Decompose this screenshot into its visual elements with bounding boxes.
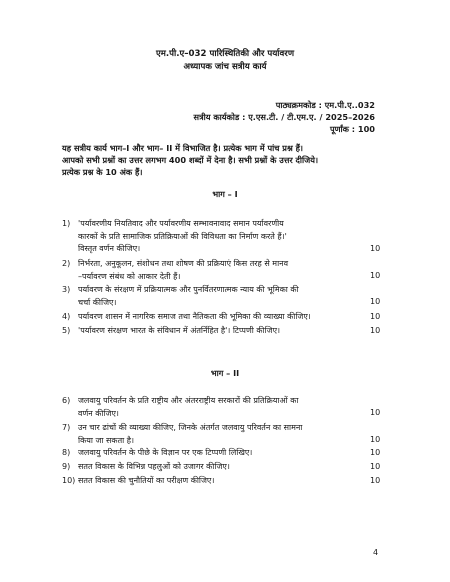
question-marks: 10 <box>370 271 381 280</box>
question-4 <box>62 311 392 324</box>
question-number: 8) <box>62 448 71 457</box>
question-10 <box>62 475 392 488</box>
question-text: 'पर्यावरण संरक्षण भारत के संविधान में अंतर्निहित है'। टिप्पणी कीजिए। <box>78 326 281 335</box>
question-marks: 10 <box>370 476 381 485</box>
question-number: 6) <box>62 396 71 405</box>
question-number: 9) <box>62 462 71 471</box>
part-1-heading: भाग – I <box>212 189 238 199</box>
question-text: –पर्यावरण संबंध को आकार देती हैं। <box>78 271 181 281</box>
part-2-heading: भाग – II <box>210 368 240 378</box>
question-marks: 10 <box>370 408 381 417</box>
question-text: सतत विकास की चुनौतियों का परीक्षण कीजिए। <box>78 476 215 485</box>
page-number: 4 <box>373 548 379 557</box>
question-text: 'पर्यावरणीय नियतिवाद और पर्यावरणीय सम्भावनावाद समान पर्यावरणीय <box>78 219 284 228</box>
question-7 <box>62 422 392 448</box>
question-text: विस्तृत वर्णन कीजिए। <box>78 244 141 253</box>
question-text: चर्चा कीजिए। <box>78 297 117 307</box>
title-line-1: एम.पी.ए–032 पारिस्थितिकी और पर्यावरण <box>155 49 295 59</box>
question-number: 7) <box>62 423 71 432</box>
question-number: 1) <box>62 219 71 228</box>
assignment-code: सत्रीय कार्यकोड : ए.एस.टी. / टी.एम.ए. / 2025–2026 <box>193 112 375 122</box>
question-number: 5) <box>62 326 71 335</box>
question-text: वर्णन कीजिए। <box>78 408 119 418</box>
question-9 <box>62 461 392 474</box>
question-text: जलवायु परिवर्तन के पीछे के विज्ञान पर एक टिप्पणी लिखिए। <box>78 448 253 457</box>
question-number: 4) <box>62 312 71 321</box>
question-marks: 10 <box>370 297 381 306</box>
question-marks: 10 <box>370 448 381 457</box>
question-marks: 10 <box>370 435 381 444</box>
question-text: पर्यावरण के संरक्षण में प्रक्रियात्मक और पुनर्वितरणात्मक न्याय की भूमिका की <box>78 285 299 294</box>
question-marks: 10 <box>370 462 381 471</box>
question-text: जलवायु परिवर्तन के प्रति राष्ट्रीय और अंतरराष्ट्रीय सरकारों की प्रतिक्रियाओं का <box>78 396 299 405</box>
instruction-line-3: प्रत्येक प्रश्न के 10 अंक हैं। <box>62 167 143 177</box>
question-6 <box>62 395 392 421</box>
question-2 <box>62 258 392 284</box>
question-marks: 10 <box>370 312 381 321</box>
instruction-line-1: यह सत्रीय कार्य भाग–I और भाग– II में विभाजित है। प्रत्येक भाग में पांच प्रश्न हैं। <box>62 143 304 153</box>
question-text: सतत विकास के विभिन्न पहलुओं को उजागर कीजिए। <box>78 462 230 471</box>
question-3 <box>62 284 392 310</box>
question-marks: 10 <box>370 326 381 335</box>
instruction-line-2: आपको सभी प्रश्नों का उत्तर लगभग 400 शब्दों में देना है। सभी प्रश्नों के उत्तर दीजिये। <box>62 155 319 165</box>
title-line-2: अध्यापक जांच सत्रीय कार्य <box>183 62 267 72</box>
question-marks: 10 <box>370 244 381 253</box>
question-text: उन चार ढांचों की व्याख्या कीजिए, जिनके अंतर्गत जलवायु परिवर्तन का सामना <box>78 423 303 432</box>
question-number: 2) <box>62 259 71 268</box>
course-code: पाठ्यक्रमकोड : एम.पी.ए..032 <box>275 100 375 110</box>
question-text: निर्भरता, अनुकूलन, संशोधन तथा शोषण की प्रक्रियाएं किस तरह से मानव <box>78 259 289 268</box>
question-1 <box>62 218 392 256</box>
max-marks: पूर्णांक : 100 <box>329 124 375 134</box>
question-8 <box>62 447 392 460</box>
question-number: 3) <box>62 285 71 294</box>
question-text: किया जा सकता है। <box>78 435 135 445</box>
question-5 <box>62 325 392 338</box>
question-text: कारकों के प्रति सामाजिक प्रतिक्रियाओं की विविधता का निर्माण करते हैं।' <box>78 231 287 241</box>
question-text: पर्यावरण शासन में नागरिक समाज तथा नैतिकता की भूमिका की व्याख्या कीजिए। <box>78 312 311 321</box>
question-number: 10) <box>62 476 76 485</box>
